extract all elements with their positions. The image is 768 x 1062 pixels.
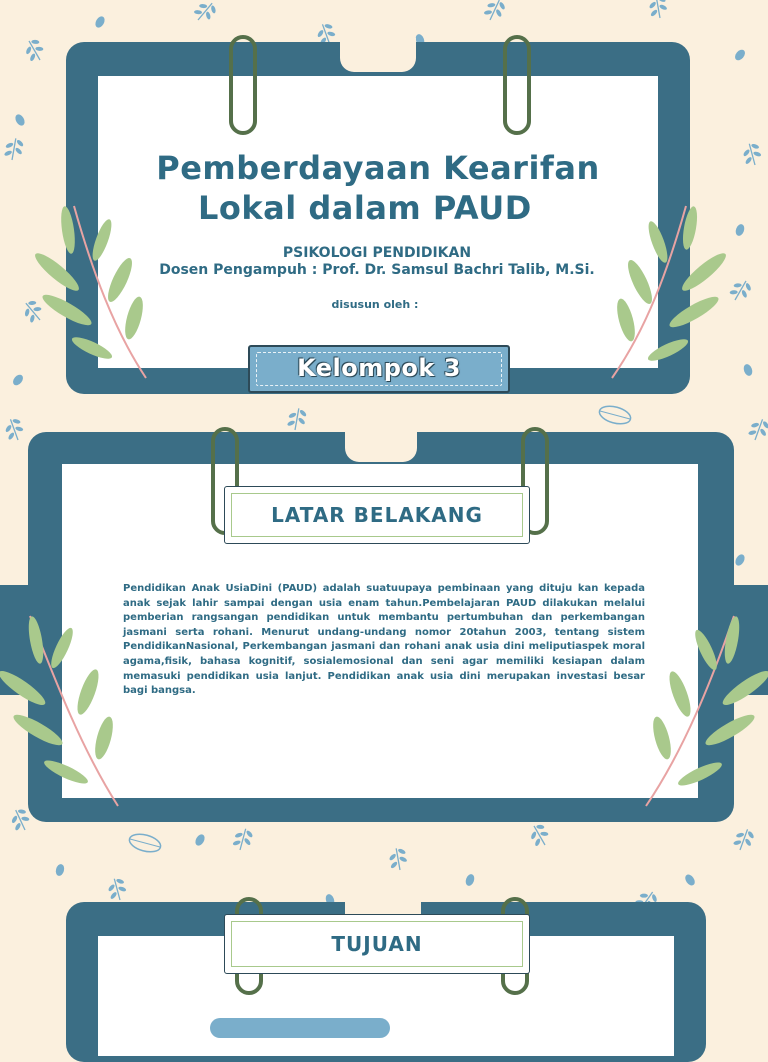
section-heading-box (224, 914, 530, 974)
section-heading: LATAR BELAKANG (271, 503, 483, 527)
leaf-sprig-icon (22, 200, 152, 385)
lecturer-name: Dosen Pengampuh : Prof. Dr. Samsul Bachri Talib, M.Si. (159, 262, 595, 278)
binder-ring-icon (226, 34, 260, 136)
section-heading: TUJUAN (331, 932, 423, 956)
binder-ring-icon (500, 34, 534, 136)
course-name: PSIKOLOGI PENDIDIKAN (282, 245, 472, 261)
leaf-sprig-icon (606, 200, 736, 385)
compiled-by: disusun oleh : (331, 298, 419, 311)
subtitle-block (98, 245, 656, 279)
section-heading-box (224, 486, 530, 544)
paragraph-text: Pendidikan Anak UsiaDini (PAUD) adalah suatuupaya pembinaan yang dituju kan kepada anak sejak lahir sampai dengan usia enam tahun.Pembelajaran PAUD dilakukan melalui pemberian rangsangan pendidikan untuk membantu pertumbuhan dan perkembangan jasmani serta rohani. Menurut undang-undang nomor 20tahun 2003, tentang sistem PendidikanNasional, Perkembangan jasmani dan rohani anak usia dini meliputiaspek moral agama,fisik, bahasa kognitif, sosialemosional dan seni agar memiliki kesiapan dalam memasuki pendidikan usia lanjut. Pendidikan anak usia dini merupakan investasi besar bagi bangsa. (123, 583, 645, 697)
leaf-sprig-icon (638, 610, 768, 810)
leaf-sprig-icon (0, 610, 130, 810)
bottom-shape (210, 1018, 390, 1038)
frame-notch (340, 38, 416, 72)
slide-latar-belakang (0, 420, 768, 840)
title-line-2: Lokal dalam PAUD (198, 189, 532, 227)
background-paragraph (123, 582, 645, 699)
group-badge (248, 345, 510, 393)
slide-cover (0, 0, 768, 420)
frame-notch (345, 428, 417, 462)
title-line-1: Pemberdayaan Kearifan (156, 149, 600, 187)
slide-tujuan (0, 880, 768, 1024)
slide-title (98, 148, 658, 228)
group-label: Kelompok 3 (297, 354, 461, 382)
